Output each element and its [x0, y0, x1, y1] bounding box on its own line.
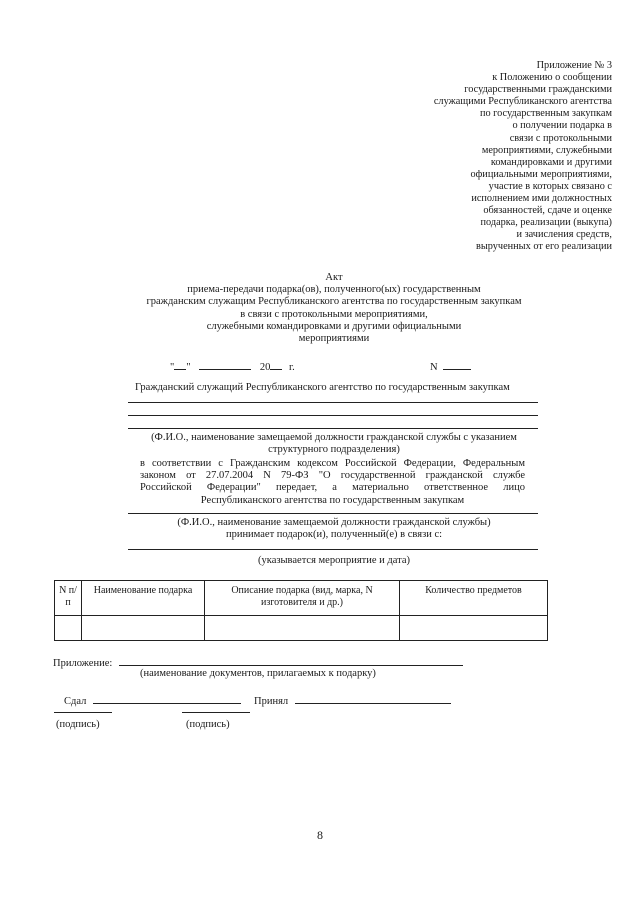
fill-line[interactable] [128, 428, 538, 429]
year-suffix: г. [288, 362, 295, 373]
col-header-number: N п/п [55, 581, 82, 616]
table-cell[interactable] [82, 616, 205, 641]
appendix-blank[interactable] [119, 655, 463, 666]
took-signature-row [254, 693, 451, 707]
col-header-name: Наименование подарка [82, 581, 205, 616]
appendix-line: связи с протокольными [509, 132, 612, 144]
act-title-line: приема-передачи подарка(ов), полученного(ых) государственным [187, 284, 481, 296]
caption-line: принимает подарок(и), полученный(е) в связи с: [225, 529, 443, 541]
date-close-quote: " [186, 362, 191, 373]
table-header-row [55, 581, 548, 616]
transfer-line: в соответствии с Гражданским кодексом Российской Федерации, Федеральным [140, 458, 525, 469]
table-cell[interactable] [205, 616, 400, 641]
fio-caption-1 [120, 432, 548, 456]
gifts-table [54, 580, 548, 641]
appendix-line: мероприятиями, служебными [481, 144, 612, 156]
act-title-line: гражданским служащим Республиканского агентства по государственным закупкам [146, 296, 522, 308]
appendix-line: исполнением ими должностных [471, 193, 612, 205]
act-number-field[interactable] [430, 359, 471, 373]
day-blank[interactable] [174, 359, 186, 370]
appendix-line: о получении подарка в [512, 120, 612, 132]
appendix-line: вырученных от его реализации [475, 241, 612, 253]
signature-caption-right: (подпись) [186, 719, 230, 730]
page-number: 8 [317, 828, 323, 842]
appendix-line: обязанностей, сдаче и оценке [483, 205, 612, 217]
appendix-caption: (наименование документов, прилагаемых к подарку) [140, 668, 376, 679]
took-label: Принял [254, 696, 289, 707]
appendix-line: и зачисления средств, [516, 229, 612, 241]
caption-line: (Ф.И.О., наименование замещаемой должности гражданской службы) [177, 517, 491, 528]
col-header-quantity: Количество предметов [400, 581, 548, 616]
number-blank[interactable] [443, 359, 471, 370]
gave-signature-row [64, 693, 241, 707]
fill-line[interactable] [128, 415, 538, 416]
table-row [55, 616, 548, 641]
signature-caption-left: (подпись) [56, 719, 100, 730]
date-field[interactable] [170, 359, 295, 373]
fill-line[interactable] [128, 549, 538, 550]
year-prefix: 20 [259, 362, 271, 373]
appendix-line: государственными гражданскими [464, 84, 612, 96]
transfer-line: Республиканского агентства по государственным закупкам [200, 494, 465, 506]
appendix-line: Приложение № 3 [536, 60, 612, 71]
appendix-header [372, 60, 612, 254]
act-title [120, 272, 548, 345]
appendix-line: командировками и другими [490, 156, 612, 168]
transfer-line: законом от 27.07.2004 N 79-ФЗ "О государственной гражданской службе [140, 470, 525, 482]
transfer-text [140, 458, 525, 507]
gave-label: Сдал [64, 696, 87, 707]
fill-line[interactable] [128, 513, 538, 514]
signature-line-right[interactable] [182, 712, 250, 713]
caption-line: (указывается мероприятие и дата) [258, 555, 410, 566]
took-blank[interactable] [295, 693, 451, 704]
appendix-line: официальными мероприятиями, [470, 168, 612, 180]
gave-blank[interactable] [93, 693, 241, 704]
number-label: N [430, 362, 438, 373]
servant-line: Гражданский служащий Республиканского агентство по государственным закупкам [135, 382, 510, 393]
month-blank[interactable] [199, 359, 251, 370]
col-header-description: Описание подарка (вид, марка, N изготовителя и др.) [205, 581, 400, 616]
table-cell[interactable] [400, 616, 548, 641]
appendix-line: служащими Республиканского агентства [433, 96, 612, 108]
appendix-line: подарка, реализации (выкупа) [480, 217, 612, 229]
appendix-line: участие в которых связано с [488, 180, 612, 192]
table-cell[interactable] [55, 616, 82, 641]
fill-line[interactable] [128, 402, 538, 403]
caption-line: (Ф.И.О., наименование замещаемой должности гражданской службы с указанием [151, 432, 517, 443]
event-caption [120, 555, 548, 567]
act-title-line: Акт [325, 272, 343, 283]
appendix-field [53, 655, 463, 669]
signature-line-left[interactable] [54, 712, 112, 713]
transfer-line: Российской Федерации" передает, а материально ответственное лицо [140, 482, 525, 494]
appendix-label: Приложение: [53, 658, 113, 669]
fio-caption-2 [120, 517, 548, 541]
act-title-line: служебными командировками и другими официальными [206, 320, 462, 332]
date-open-quote: " [170, 362, 175, 373]
appendix-line: по государственным закупкам [479, 108, 612, 120]
act-title-line: мероприятиями [298, 333, 370, 345]
year-blank[interactable] [270, 359, 282, 370]
appendix-line: к Положению о сообщении [492, 72, 612, 84]
caption-line: структурного подразделения) [268, 444, 400, 456]
act-title-line: в связи с протокольными мероприятиями, [240, 308, 428, 320]
